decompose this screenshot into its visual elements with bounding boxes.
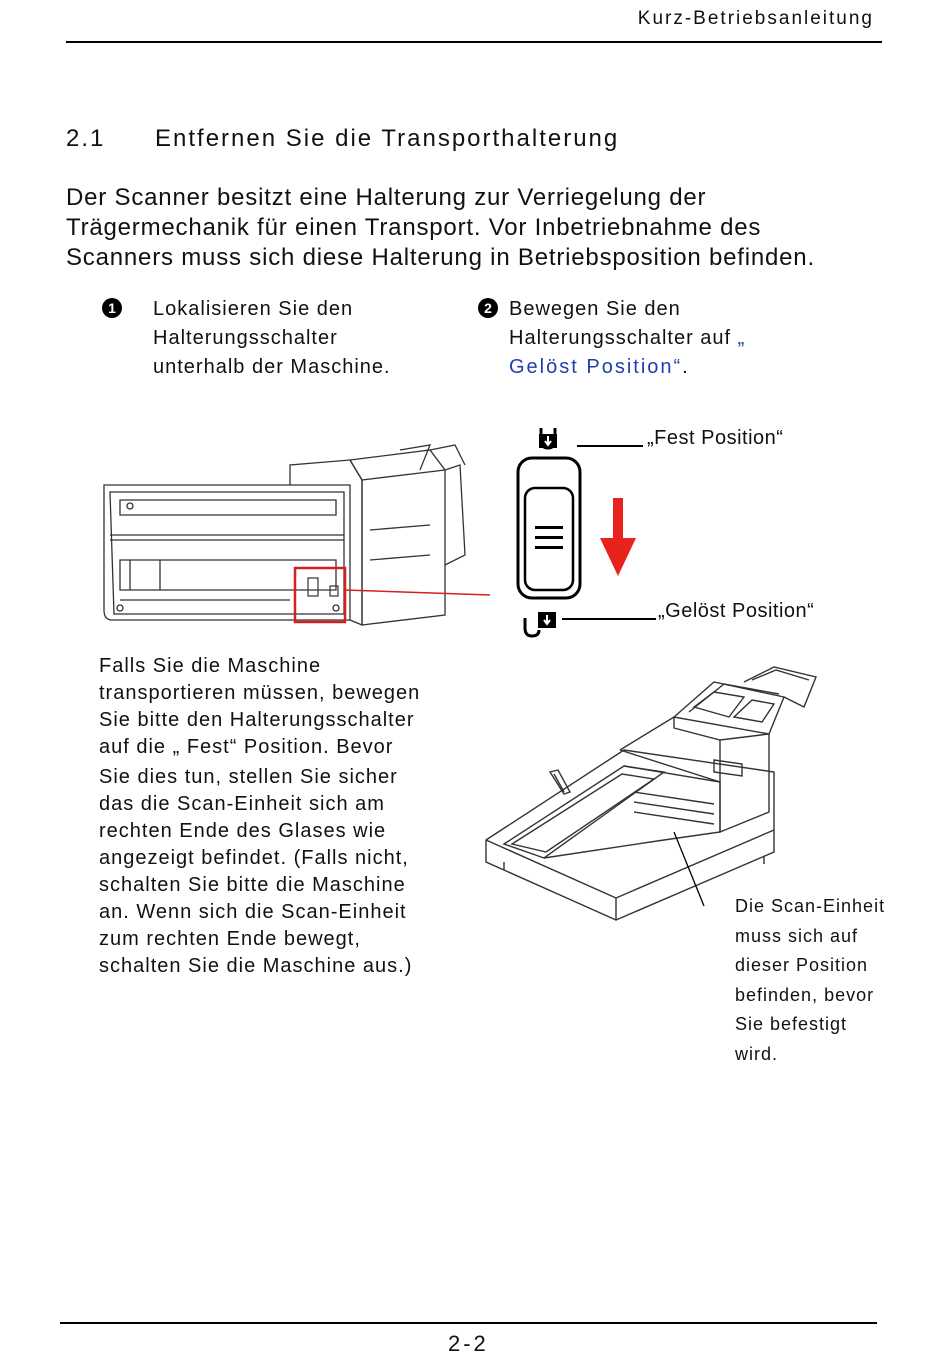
- running-header: Kurz-Betriebsanleitung: [637, 8, 874, 29]
- down-arrow-icon: [598, 498, 638, 578]
- step-1-text: [153, 295, 391, 382]
- scanner-bottom-illustration: [100, 440, 490, 630]
- side-note-line: Sie befestigt: [735, 1014, 848, 1034]
- note-line: an. Wenn sich die Scan-Einheit: [99, 901, 407, 923]
- side-note-line: wird.: [735, 1043, 779, 1064]
- side-note-line: Die Scan-Einheit: [735, 896, 886, 916]
- note-line: zum rechten Ende bewegt,: [99, 928, 361, 950]
- page-number: 2-2: [448, 1331, 489, 1356]
- step-line: [509, 353, 745, 382]
- geloest-position-label: „Gelöst Position“: [658, 600, 815, 622]
- side-note-line: befinden, bevor: [735, 984, 875, 1005]
- step-end-period: .: [682, 356, 689, 378]
- step-line: Bewegen Sie den: [509, 298, 681, 320]
- header-rule: [66, 41, 882, 43]
- fest-lock-icon: [535, 424, 561, 452]
- note-line: schalten Sie die Maschine aus.): [99, 955, 413, 977]
- note-line: Falls Sie die Maschine: [99, 655, 322, 677]
- note-line: angezeigt befindet. (Falls nicht,: [99, 847, 409, 869]
- fest-position-label: „Fest Position“: [647, 427, 784, 449]
- side-note-line: dieser Position: [735, 955, 869, 975]
- step-2-text: [509, 295, 745, 382]
- side-note-line: muss sich auf: [735, 925, 859, 946]
- note-line: schalten Sie bitte die Maschine: [99, 874, 406, 896]
- step-line: unterhalb der Maschine.: [153, 356, 391, 378]
- intro-line: Scanners muss sich diese Halterung in Betriebsposition befinden.: [66, 244, 815, 271]
- step-2-number: 2: [478, 298, 498, 318]
- highlight-open-quote: „: [737, 327, 746, 349]
- step-line: Halterungsschalter: [153, 327, 338, 349]
- note-line: auf die „ Fest“ Position. Bevor: [99, 736, 394, 758]
- transport-note: [99, 653, 420, 980]
- step-1-number: 1: [102, 298, 122, 318]
- geloest-leader-line: [562, 618, 656, 620]
- geloest-unlock-icon: [522, 610, 562, 640]
- scan-unit-pointer: [674, 832, 704, 906]
- slide-switch: [516, 456, 582, 602]
- geloest-position-highlight: Gelöst Position“: [509, 356, 683, 378]
- note-line: transportieren müssen, bewegen: [99, 682, 421, 704]
- intro-paragraph: [66, 183, 815, 273]
- intro-line: Der Scanner besitzt eine Halterung zur Verriegelung der: [66, 184, 707, 211]
- step-line: [509, 324, 745, 353]
- highlight-leader-line: [345, 590, 490, 595]
- note-line: Sie dies tun, stellen Sie sicher: [99, 766, 398, 788]
- fest-leader-line: [577, 445, 643, 447]
- step-line: Lokalisieren Sie den: [153, 298, 354, 320]
- intro-line: Trägermechanik für einen Transport. Vor Inbetriebnahme des: [66, 214, 762, 241]
- section-number: 2.1: [66, 125, 106, 152]
- note-line: Sie bitte den Halterungsschalter: [99, 709, 415, 731]
- note-line: rechten Ende des Glases wie: [99, 820, 387, 842]
- note-line: das die Scan-Einheit sich am: [99, 793, 385, 815]
- step-line-text: Halterungsschalter auf: [509, 327, 732, 349]
- section-title: Entfernen Sie die Transporthalterung: [155, 125, 620, 152]
- scan-unit-note: [735, 892, 885, 1069]
- footer-rule: [60, 1322, 877, 1324]
